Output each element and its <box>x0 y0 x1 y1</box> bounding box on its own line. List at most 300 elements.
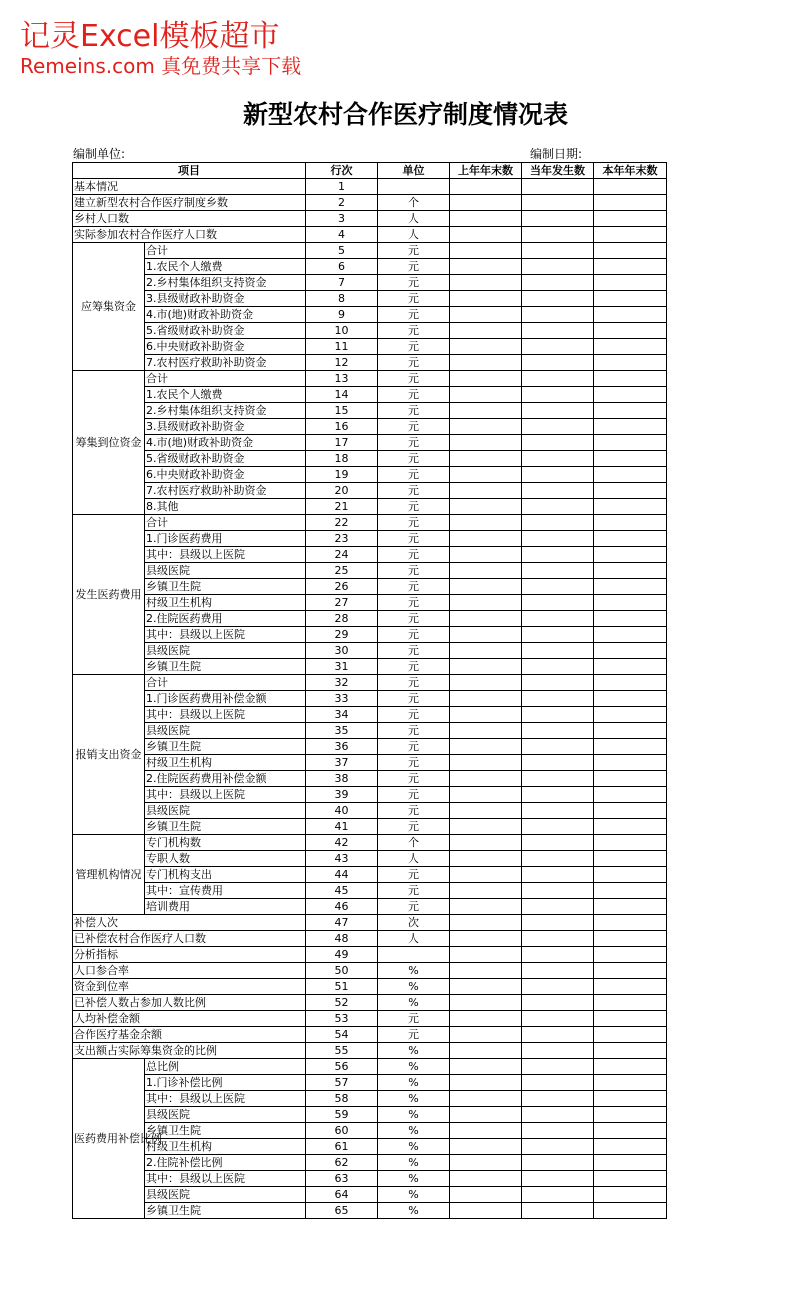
cell-current-year[interactable] <box>522 1155 594 1171</box>
cell-current-year[interactable] <box>522 307 594 323</box>
cell-prev-year-end[interactable] <box>450 579 522 595</box>
cell-prev-year-end[interactable] <box>450 899 522 915</box>
row-unit: 元 <box>378 547 450 563</box>
table-row <box>73 1171 667 1187</box>
cell-prev-year-end[interactable] <box>450 195 522 211</box>
cell-prev-year-end[interactable] <box>450 419 522 435</box>
cell-current-year[interactable] <box>522 499 594 515</box>
row-line-no: 14 <box>306 387 378 403</box>
row-unit: 元 <box>378 483 450 499</box>
row-line-no: 50 <box>306 963 378 979</box>
cell-prev-year-end[interactable] <box>450 531 522 547</box>
row-line-no: 25 <box>306 563 378 579</box>
row-unit: 元 <box>378 323 450 339</box>
table-row <box>73 435 667 451</box>
row-line-no: 58 <box>306 1091 378 1107</box>
cell-this-year-end[interactable] <box>594 675 667 691</box>
cell-current-year[interactable] <box>522 355 594 371</box>
cell-this-year-end[interactable] <box>594 451 667 467</box>
cell-prev-year-end[interactable] <box>450 515 522 531</box>
cell-prev-year-end[interactable] <box>450 739 522 755</box>
cell-this-year-end[interactable] <box>594 611 667 627</box>
cell-prev-year-end[interactable] <box>450 1043 522 1059</box>
cell-prev-year-end[interactable] <box>450 915 522 931</box>
cell-prev-year-end[interactable] <box>450 931 522 947</box>
cell-prev-year-end[interactable] <box>450 1027 522 1043</box>
cell-this-year-end[interactable] <box>594 595 667 611</box>
cell-this-year-end[interactable] <box>594 723 667 739</box>
row-group-label: 筹集到位资金 <box>73 371 145 515</box>
row-line-no: 35 <box>306 723 378 739</box>
row-line-no: 44 <box>306 867 378 883</box>
table-row <box>73 195 667 211</box>
cell-current-year[interactable] <box>522 771 594 787</box>
cell-current-year[interactable] <box>522 787 594 803</box>
row-line-no: 5 <box>306 243 378 259</box>
row-label: 人均补偿金额 <box>73 1011 306 1027</box>
cell-current-year[interactable] <box>522 643 594 659</box>
row-unit: 元 <box>378 787 450 803</box>
row-line-no: 24 <box>306 547 378 563</box>
cell-current-year[interactable] <box>522 627 594 643</box>
cell-current-year[interactable] <box>522 371 594 387</box>
row-label: 乡镇卫生院 <box>145 819 306 835</box>
row-unit: 元 <box>378 867 450 883</box>
cell-current-year[interactable] <box>522 755 594 771</box>
header-item: 项目 <box>73 163 306 179</box>
cell-prev-year-end[interactable] <box>450 1203 522 1219</box>
cell-current-year[interactable] <box>522 851 594 867</box>
cell-current-year[interactable] <box>522 1187 594 1203</box>
row-label: 专门机构数 <box>145 835 306 851</box>
cell-this-year-end[interactable] <box>594 1027 667 1043</box>
cell-prev-year-end[interactable] <box>450 323 522 339</box>
row-line-no: 34 <box>306 707 378 723</box>
cell-prev-year-end[interactable] <box>450 803 522 819</box>
cell-this-year-end[interactable] <box>594 515 667 531</box>
cell-current-year[interactable] <box>522 387 594 403</box>
cell-this-year-end[interactable] <box>594 195 667 211</box>
cell-prev-year-end[interactable] <box>450 723 522 739</box>
cell-this-year-end[interactable] <box>594 259 667 275</box>
cell-this-year-end[interactable] <box>594 403 667 419</box>
cell-prev-year-end[interactable] <box>450 883 522 899</box>
row-line-no: 29 <box>306 627 378 643</box>
cell-this-year-end[interactable] <box>594 851 667 867</box>
cell-this-year-end[interactable] <box>594 755 667 771</box>
cell-current-year[interactable] <box>522 243 594 259</box>
row-line-no: 57 <box>306 1075 378 1091</box>
cell-current-year[interactable] <box>522 739 594 755</box>
cell-prev-year-end[interactable] <box>450 627 522 643</box>
cell-current-year[interactable] <box>522 867 594 883</box>
row-line-no: 18 <box>306 451 378 467</box>
row-label: 4.市(地)财政补助资金 <box>145 435 306 451</box>
table-row <box>73 483 667 499</box>
cell-prev-year-end[interactable] <box>450 771 522 787</box>
cell-prev-year-end[interactable] <box>450 451 522 467</box>
row-group-label: 应筹集资金 <box>73 243 145 371</box>
table-row <box>73 563 667 579</box>
cell-prev-year-end[interactable] <box>450 979 522 995</box>
cell-current-year[interactable] <box>522 275 594 291</box>
table-row <box>73 451 667 467</box>
row-line-no: 65 <box>306 1203 378 1219</box>
cell-this-year-end[interactable] <box>594 659 667 675</box>
cell-current-year[interactable] <box>522 691 594 707</box>
cell-prev-year-end[interactable] <box>450 259 522 275</box>
row-line-no: 30 <box>306 643 378 659</box>
table-row <box>73 851 667 867</box>
cell-current-year[interactable] <box>522 1171 594 1187</box>
cell-current-year[interactable] <box>522 483 594 499</box>
row-label: 2.住院医药费用补偿金额 <box>145 771 306 787</box>
cell-this-year-end[interactable] <box>594 1123 667 1139</box>
cell-prev-year-end[interactable] <box>450 1011 522 1027</box>
cell-current-year[interactable] <box>522 531 594 547</box>
cell-prev-year-end[interactable] <box>450 243 522 259</box>
row-unit: 元 <box>378 579 450 595</box>
cell-current-year[interactable] <box>522 195 594 211</box>
cell-prev-year-end[interactable] <box>450 499 522 515</box>
cell-current-year[interactable] <box>522 803 594 819</box>
cell-prev-year-end[interactable] <box>450 547 522 563</box>
table-row <box>73 387 667 403</box>
cell-prev-year-end[interactable] <box>450 1059 522 1075</box>
row-line-no: 61 <box>306 1139 378 1155</box>
cell-current-year[interactable] <box>522 915 594 931</box>
row-label: 4.市(地)财政补助资金 <box>145 307 306 323</box>
cell-prev-year-end[interactable] <box>450 179 522 195</box>
row-line-no: 32 <box>306 675 378 691</box>
row-unit: % <box>378 1139 450 1155</box>
cell-prev-year-end[interactable] <box>450 275 522 291</box>
cell-prev-year-end[interactable] <box>450 563 522 579</box>
row-label: 合计 <box>145 371 306 387</box>
cell-prev-year-end[interactable] <box>450 483 522 499</box>
cell-current-year[interactable] <box>522 979 594 995</box>
row-unit: 元 <box>378 371 450 387</box>
cell-prev-year-end[interactable] <box>450 1091 522 1107</box>
cell-current-year[interactable] <box>522 1027 594 1043</box>
row-unit: 元 <box>378 275 450 291</box>
cell-prev-year-end[interactable] <box>450 1123 522 1139</box>
cell-current-year[interactable] <box>522 611 594 627</box>
table-row <box>73 595 667 611</box>
cell-current-year[interactable] <box>522 995 594 1011</box>
cell-prev-year-end[interactable] <box>450 291 522 307</box>
cell-prev-year-end[interactable] <box>450 755 522 771</box>
table-row <box>73 1075 667 1091</box>
cell-prev-year-end[interactable] <box>450 643 522 659</box>
cell-this-year-end[interactable] <box>594 931 667 947</box>
cell-current-year[interactable] <box>522 1123 594 1139</box>
row-label: 2.乡村集体组织支持资金 <box>145 275 306 291</box>
cell-current-year[interactable] <box>522 1107 594 1123</box>
cell-this-year-end[interactable] <box>594 915 667 931</box>
cell-current-year[interactable] <box>522 579 594 595</box>
cell-current-year[interactable] <box>522 1043 594 1059</box>
cell-this-year-end[interactable] <box>594 323 667 339</box>
row-label: 8.其他 <box>145 499 306 515</box>
table-row <box>73 419 667 435</box>
row-unit: 元 <box>378 291 450 307</box>
row-line-no: 9 <box>306 307 378 323</box>
cell-this-year-end[interactable] <box>594 835 667 851</box>
table-row <box>73 307 667 323</box>
row-unit: % <box>378 1107 450 1123</box>
table-row <box>73 755 667 771</box>
cell-prev-year-end[interactable] <box>450 1075 522 1091</box>
cell-prev-year-end[interactable] <box>450 307 522 323</box>
cell-current-year[interactable] <box>522 1139 594 1155</box>
cell-prev-year-end[interactable] <box>450 339 522 355</box>
cell-current-year[interactable] <box>522 1011 594 1027</box>
cell-this-year-end[interactable] <box>594 1203 667 1219</box>
cell-prev-year-end[interactable] <box>450 467 522 483</box>
row-unit: % <box>378 963 450 979</box>
cell-prev-year-end[interactable] <box>450 1139 522 1155</box>
table-row <box>73 643 667 659</box>
cell-this-year-end[interactable] <box>594 243 667 259</box>
row-unit: 元 <box>378 1011 450 1027</box>
cell-this-year-end[interactable] <box>594 579 667 595</box>
row-line-no: 13 <box>306 371 378 387</box>
table-row <box>73 1043 667 1059</box>
cell-current-year[interactable] <box>522 931 594 947</box>
cell-current-year[interactable] <box>522 675 594 691</box>
cell-current-year[interactable] <box>522 1203 594 1219</box>
cell-this-year-end[interactable] <box>594 867 667 883</box>
cell-this-year-end[interactable] <box>594 1171 667 1187</box>
cell-this-year-end[interactable] <box>594 531 667 547</box>
cell-this-year-end[interactable] <box>594 291 667 307</box>
cell-prev-year-end[interactable] <box>450 387 522 403</box>
row-line-no: 63 <box>306 1171 378 1187</box>
cell-current-year[interactable] <box>522 595 594 611</box>
cell-this-year-end[interactable] <box>594 499 667 515</box>
row-label: 6.中央财政补助资金 <box>145 339 306 355</box>
cell-this-year-end[interactable] <box>594 371 667 387</box>
table-row <box>73 1187 667 1203</box>
row-unit: 元 <box>378 803 450 819</box>
cell-current-year[interactable] <box>522 467 594 483</box>
cell-current-year[interactable] <box>522 339 594 355</box>
compiling-unit-label: 编制单位: <box>73 147 126 161</box>
cell-current-year[interactable] <box>522 419 594 435</box>
cell-prev-year-end[interactable] <box>450 947 522 963</box>
cell-prev-year-end[interactable] <box>450 371 522 387</box>
cell-this-year-end[interactable] <box>594 995 667 1011</box>
cell-this-year-end[interactable] <box>594 627 667 643</box>
cell-current-year[interactable] <box>522 947 594 963</box>
cell-this-year-end[interactable] <box>594 947 667 963</box>
table-row <box>73 803 667 819</box>
cell-this-year-end[interactable] <box>594 435 667 451</box>
cell-prev-year-end[interactable] <box>450 595 522 611</box>
cell-this-year-end[interactable] <box>594 179 667 195</box>
cell-current-year[interactable] <box>522 259 594 275</box>
row-label: 已补偿人数占参加人数比例 <box>73 995 306 1011</box>
cell-prev-year-end[interactable] <box>450 1187 522 1203</box>
cell-prev-year-end[interactable] <box>450 227 522 243</box>
cell-current-year[interactable] <box>522 659 594 675</box>
cell-this-year-end[interactable] <box>594 1011 667 1027</box>
cell-current-year[interactable] <box>522 515 594 531</box>
cell-this-year-end[interactable] <box>594 899 667 915</box>
cell-current-year[interactable] <box>522 707 594 723</box>
row-label: 5.省级财政补助资金 <box>145 323 306 339</box>
row-line-no: 64 <box>306 1187 378 1203</box>
row-unit: 元 <box>378 451 450 467</box>
cell-prev-year-end[interactable] <box>450 819 522 835</box>
cell-this-year-end[interactable] <box>594 483 667 499</box>
cell-this-year-end[interactable] <box>594 739 667 755</box>
cell-current-year[interactable] <box>522 1075 594 1091</box>
row-label: 补偿人次 <box>73 915 306 931</box>
cell-prev-year-end[interactable] <box>450 355 522 371</box>
table-row <box>73 499 667 515</box>
cell-this-year-end[interactable] <box>594 979 667 995</box>
header-unit: 单位 <box>378 163 450 179</box>
row-line-no: 47 <box>306 915 378 931</box>
cell-this-year-end[interactable] <box>594 883 667 899</box>
row-group-label: 报销支出资金 <box>73 675 145 835</box>
cell-this-year-end[interactable] <box>594 963 667 979</box>
cell-current-year[interactable] <box>522 883 594 899</box>
cell-this-year-end[interactable] <box>594 771 667 787</box>
cell-this-year-end[interactable] <box>594 1043 667 1059</box>
cell-current-year[interactable] <box>522 835 594 851</box>
table-row <box>73 179 667 195</box>
cell-prev-year-end[interactable] <box>450 707 522 723</box>
cell-this-year-end[interactable] <box>594 803 667 819</box>
cell-this-year-end[interactable] <box>594 787 667 803</box>
cell-this-year-end[interactable] <box>594 339 667 355</box>
cell-prev-year-end[interactable] <box>450 787 522 803</box>
cell-prev-year-end[interactable] <box>450 1155 522 1171</box>
row-unit: 元 <box>378 403 450 419</box>
table-row <box>73 659 667 675</box>
cell-prev-year-end[interactable] <box>450 403 522 419</box>
cell-this-year-end[interactable] <box>594 307 667 323</box>
cell-current-year[interactable] <box>522 323 594 339</box>
row-unit: 元 <box>378 611 450 627</box>
cell-current-year[interactable] <box>522 547 594 563</box>
cell-current-year[interactable] <box>522 211 594 227</box>
row-unit: 元 <box>378 755 450 771</box>
cell-this-year-end[interactable] <box>594 1059 667 1075</box>
cell-this-year-end[interactable] <box>594 563 667 579</box>
cell-prev-year-end[interactable] <box>450 835 522 851</box>
row-label: 村级卫生机构 <box>145 1139 306 1155</box>
cell-this-year-end[interactable] <box>594 1075 667 1091</box>
cell-prev-year-end[interactable] <box>450 611 522 627</box>
cell-current-year[interactable] <box>522 563 594 579</box>
table-row <box>73 1091 667 1107</box>
cell-current-year[interactable] <box>522 435 594 451</box>
cell-this-year-end[interactable] <box>594 211 667 227</box>
cell-current-year[interactable] <box>522 1059 594 1075</box>
cell-current-year[interactable] <box>522 179 594 195</box>
row-label: 专职人数 <box>145 851 306 867</box>
cell-this-year-end[interactable] <box>594 707 667 723</box>
table-row <box>73 675 667 691</box>
cell-prev-year-end[interactable] <box>450 1107 522 1123</box>
cell-this-year-end[interactable] <box>594 419 667 435</box>
cell-current-year[interactable] <box>522 963 594 979</box>
table-body <box>73 179 667 1219</box>
cell-prev-year-end[interactable] <box>450 675 522 691</box>
row-unit: 元 <box>378 627 450 643</box>
cell-prev-year-end[interactable] <box>450 963 522 979</box>
cell-this-year-end[interactable] <box>594 227 667 243</box>
row-line-no: 21 <box>306 499 378 515</box>
cell-this-year-end[interactable] <box>594 1091 667 1107</box>
cell-prev-year-end[interactable] <box>450 659 522 675</box>
cell-this-year-end[interactable] <box>594 691 667 707</box>
row-label: 7.农村医疗救助补助资金 <box>145 355 306 371</box>
row-line-no: 19 <box>306 467 378 483</box>
table-row <box>73 883 667 899</box>
row-unit: % <box>378 1123 450 1139</box>
cell-prev-year-end[interactable] <box>450 435 522 451</box>
cell-this-year-end[interactable] <box>594 275 667 291</box>
cell-current-year[interactable] <box>522 291 594 307</box>
table-row <box>73 371 667 387</box>
cell-prev-year-end[interactable] <box>450 995 522 1011</box>
cell-this-year-end[interactable] <box>594 1187 667 1203</box>
cell-this-year-end[interactable] <box>594 643 667 659</box>
row-line-no: 22 <box>306 515 378 531</box>
cell-this-year-end[interactable] <box>594 467 667 483</box>
cell-this-year-end[interactable] <box>594 387 667 403</box>
cell-current-year[interactable] <box>522 819 594 835</box>
cell-prev-year-end[interactable] <box>450 691 522 707</box>
table-row <box>73 787 667 803</box>
cell-current-year[interactable] <box>522 723 594 739</box>
row-unit: 元 <box>378 643 450 659</box>
cell-current-year[interactable] <box>522 1091 594 1107</box>
cell-prev-year-end[interactable] <box>450 867 522 883</box>
cell-prev-year-end[interactable] <box>450 1171 522 1187</box>
cell-this-year-end[interactable] <box>594 1139 667 1155</box>
row-line-no: 53 <box>306 1011 378 1027</box>
cell-current-year[interactable] <box>522 227 594 243</box>
cell-prev-year-end[interactable] <box>450 211 522 227</box>
cell-this-year-end[interactable] <box>594 1107 667 1123</box>
row-label: 分析指标 <box>73 947 306 963</box>
cell-prev-year-end[interactable] <box>450 851 522 867</box>
row-label: 乡镇卫生院 <box>145 1203 306 1219</box>
row-label: 县级医院 <box>145 803 306 819</box>
cell-current-year[interactable] <box>522 403 594 419</box>
report-table <box>72 162 667 1219</box>
row-label: 资金到位率 <box>73 979 306 995</box>
table-row <box>73 1139 667 1155</box>
cell-this-year-end[interactable] <box>594 355 667 371</box>
cell-current-year[interactable] <box>522 899 594 915</box>
cell-this-year-end[interactable] <box>594 819 667 835</box>
row-unit: 元 <box>378 563 450 579</box>
table-row <box>73 947 667 963</box>
cell-current-year[interactable] <box>522 451 594 467</box>
row-label: 乡镇卫生院 <box>145 579 306 595</box>
cell-this-year-end[interactable] <box>594 547 667 563</box>
table-row <box>73 691 667 707</box>
table-row <box>73 547 667 563</box>
cell-this-year-end[interactable] <box>594 1155 667 1171</box>
